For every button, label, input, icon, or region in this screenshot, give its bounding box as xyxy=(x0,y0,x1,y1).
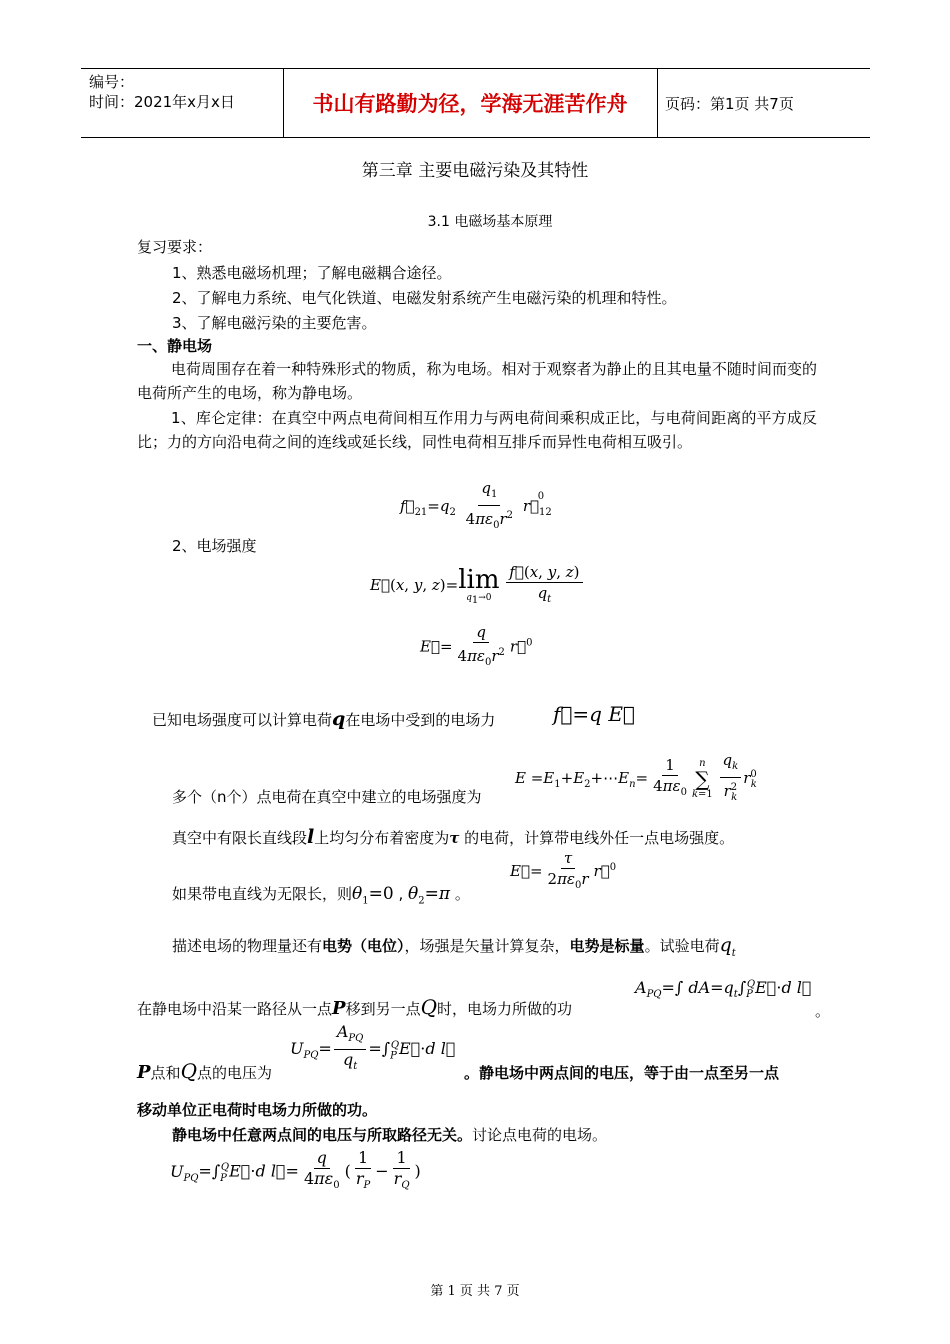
work-text-b: 移到另一点 xyxy=(345,1000,421,1018)
page-footer: 第 1 页 共 7 页 xyxy=(430,1284,520,1299)
work-text-a: 在静电场中沿某一路径从一点 xyxy=(137,1000,333,1018)
field-limit-formula: E⃗(x, y, z)= lim $q_1\to 0$ $\frac{f⃗(x, y, z)}{q_t}$ xyxy=(370,562,585,610)
infinite-text-a: 如果带电直线为无限长，则 xyxy=(172,885,353,903)
infinite-line-sentence: 如果带电直线为无限长，则$\theta_1=0$ , $\theta_2=\pi$ 。 xyxy=(172,884,470,907)
force-text-a: 已知电场强度可以计算电荷 xyxy=(152,711,333,729)
line-charge-text-b: 上均匀分布着密度为 xyxy=(314,829,450,847)
voltage-definition: 。静电场中两点间的电压，等于由一点至另一点 xyxy=(464,1064,780,1082)
header-divider xyxy=(657,69,658,137)
section-heading: 一、静电场 xyxy=(137,337,213,355)
voltage-sentence-left: P点和Q点的电压为 xyxy=(137,1059,272,1083)
motto: 书山有路勤为径，学海无涯苦作舟 xyxy=(312,92,628,116)
force-sentence: 已知电场强度可以计算电荷q在电场中受到的电场力 xyxy=(152,708,496,730)
potential-bold-1: 电势（电位） xyxy=(322,937,405,955)
voltage-text-a: 点和 xyxy=(150,1064,181,1082)
review-item: 2、了解电力系统、电气化铁道、电磁发射系统产生电磁污染的机理和特性。 xyxy=(172,289,677,307)
coulomb-label: 1、库仑定律： xyxy=(171,409,272,427)
potential-text-a: 描述电场的物理量还有 xyxy=(172,937,323,955)
potential-text-c: 。试验电荷 xyxy=(644,937,720,955)
point-field-formula: E⃗= $\frac{q}{4\pi\varepsilon_0r^2}$ r⃗$^0$ xyxy=(420,623,533,668)
infinite-text-b: 。 xyxy=(454,885,470,903)
work-formula: $A_{PQ}=\int$ $dA=q_t\int_P^QE⃗\cdot d$ l⃗ xyxy=(635,978,812,1001)
coulomb-formula: $f⃗_{21}=q_2$ $\frac{q_1}{4\pi\varepsilon_0r^2}$ $r⃗_{12}^0$ xyxy=(400,479,552,531)
voltage-formula: $U_{PQ}=$ $\frac{A_{PQ}}{q_t}$ $=\int_P^QE⃗\cdot d$ l⃗ xyxy=(290,1022,456,1073)
work-text-c: 时，电场力所做的功 xyxy=(436,1000,572,1018)
page-info: 页码：第1页 共7页 xyxy=(665,95,794,113)
review-item: 1、熟悉电磁场机理；了解电磁耦合途径。 xyxy=(172,264,452,282)
chapter-title: 第三章 主要电磁污染及其特性 xyxy=(361,161,589,181)
force-formula: f⃗=q E⃗ xyxy=(553,702,635,726)
point-voltage-formula: $U_{PQ}=\int_P^QE⃗\cdot d$ l⃗= $\frac{q}{4\pi\varepsilon_0}$ ( $\frac{1}{r_P}$ − $\frac{1}{r_Q}$ ) xyxy=(170,1148,421,1192)
header-left xyxy=(89,72,235,112)
force-text-b: 在电场中受到的电场力 xyxy=(345,711,496,729)
work-sentence: 在静电场中沿某一路径从一点P移到另一点Q时，电场力所做的功 xyxy=(137,995,572,1019)
path-text-bold: 静电场中任意两点间的电压与所取路径无关。 xyxy=(172,1126,473,1144)
work-period: 。 xyxy=(815,1002,831,1020)
intro-paragraph: 电荷周围存在着一种特殊形式的物质，称为电场。相对于观察者为静止的且其电量不随时间而变的电荷所产生的电场，称为静电场。 xyxy=(137,360,817,402)
review-item: 3、了解电磁污染的主要危害。 xyxy=(172,314,377,332)
line-charge-sentence: 真空中有限长直线段l上均匀分布着密度为τ 的电荷，计算带电线外任一点电场强度。 xyxy=(172,826,735,848)
superposition-formula: $E =E_1+E_2+\cdots E_n=$ $\frac{1}{4\pi\varepsilon_0}$ n ∑ k=1 $\frac{q_k}{r^2_k}$ $r^0_k$ xyxy=(515,751,757,803)
line-charge-text-c: 的电荷，计算带电线外任一点电场强度。 xyxy=(464,829,735,847)
coulomb-text: 在真空中两点电荷间相互作用力与两电荷间乘积成正比，与电荷间距离的平方成反比；力的方向沿电荷之间的连线或延长线，同性电荷相互排斥而异性电荷相互吸引。 xyxy=(137,409,817,451)
line-field-formula: E⃗= $\frac{\tau}{2\pi\varepsilon_0r}$ r⃗$^0$ xyxy=(510,849,617,891)
time-label: 时间：2021年x月x日 xyxy=(89,93,235,111)
section-title: 3.1 电磁场基本原理 xyxy=(427,214,553,230)
potential-bold-2: 电势是标量 xyxy=(569,937,645,955)
review-heading: 复习要求： xyxy=(137,238,213,256)
multi-charge-text: 多个（n个）点电荷在真空中建立的电场强度为 xyxy=(172,788,482,806)
field-strength-heading: 2、电场强度 xyxy=(172,537,257,555)
line-charge-text-a: 真空中有限长直线段 xyxy=(172,829,308,847)
document-header xyxy=(81,68,870,138)
voltage-text-b: 点的电压为 xyxy=(196,1064,272,1082)
coulomb-paragraph xyxy=(137,406,817,454)
path-text: 讨论点电荷的电场。 xyxy=(472,1126,608,1144)
voltage-definition-cont: 移动单位正电荷时电场力所做的功。 xyxy=(137,1101,378,1119)
number-label: 编号： xyxy=(89,73,135,91)
potential-text-b: ，场强是矢量计算复杂， xyxy=(404,937,570,955)
path-sentence xyxy=(172,1124,607,1146)
potential-sentence: 描述电场的物理量还有电势（电位），场强是矢量计算复杂，电势是标量。试验电荷$q_t$ xyxy=(172,934,736,959)
